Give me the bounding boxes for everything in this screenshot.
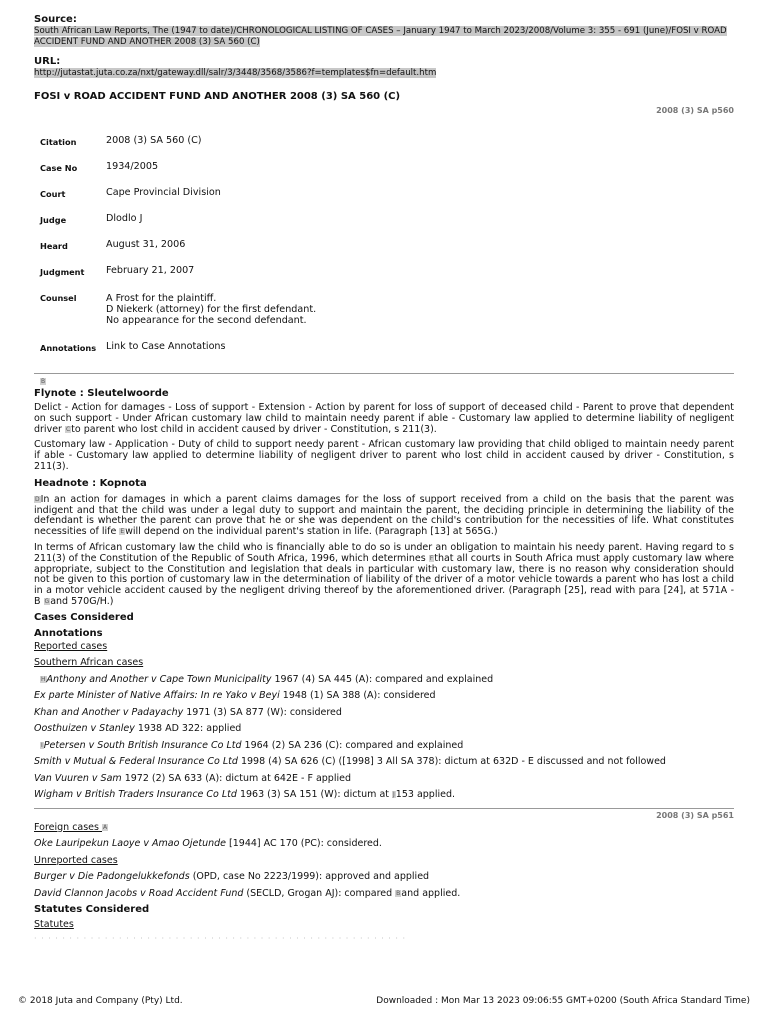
meta-value: 2008 (3) SA 560 (C) bbox=[106, 135, 202, 146]
meta-value: Cape Provincial Division bbox=[106, 187, 221, 198]
margin-marker: J bbox=[393, 791, 395, 799]
margin-marker: I bbox=[41, 741, 43, 749]
headnote-text: will depend on the individual parent's station in life. (Paragraph [13] at 565G.) bbox=[125, 526, 498, 538]
meta-key: Heard bbox=[40, 241, 68, 251]
headnote-paragraph-1 bbox=[34, 495, 734, 538]
case-name: Van Vuuren v Sam bbox=[34, 772, 122, 784]
divider bbox=[34, 808, 734, 809]
case-name: Anthony and Another v Cape Town Municipality bbox=[46, 673, 272, 685]
margin-marker: F bbox=[429, 554, 434, 562]
meta-value: Dlodlo J bbox=[106, 213, 143, 224]
meta-key: Judgment bbox=[40, 267, 85, 277]
page-reference: 2008 (3) SA p560 bbox=[656, 106, 734, 115]
flynote-paragraph-1 bbox=[34, 403, 734, 435]
meta-key: Counsel bbox=[40, 293, 77, 303]
headnote-text: and 570G/H.) bbox=[50, 595, 114, 607]
headnote-text: that all courts in South Africa must apply customary law where appropriate, subject to the Constitution and legislation that deals in particular with customary law, there is no reason why consideration should not be given to this portion of customary law in the determination of liability of the driver of a motor vehicle towards a parent who has lost a child in a motor vehicle accident caused by the negligent driving thereof by the aforementioned driver. (Paragraph [25], read with para [24], at 571A - B bbox=[34, 552, 734, 607]
margin-marker-row bbox=[40, 376, 734, 388]
divider bbox=[34, 373, 734, 374]
case-citation: 1964 (2) SA 236 (C): compared and explained bbox=[241, 739, 464, 751]
meta-key: Citation bbox=[40, 137, 77, 147]
meta-row-case-no bbox=[34, 159, 734, 185]
case-name: Khan and Another v Padayachy bbox=[34, 706, 184, 718]
meta-row-citation bbox=[34, 133, 734, 159]
flynote-paragraph-2: Customary law - Application - Duty of child to support needy parent - African customary law providing that child obliged to maintain needy parent if able - Customary law applied to determine liability of negligent driver to parent who lost child in accident caused by driver - Constitution, s 211(3). bbox=[34, 439, 734, 472]
meta-row-counsel bbox=[34, 289, 734, 339]
case-name: Smith v Mutual & Federal Insurance Co Ltd bbox=[34, 756, 238, 768]
annotations-heading: Annotations bbox=[34, 627, 103, 639]
cases-considered-heading: Cases Considered bbox=[34, 611, 134, 623]
case-entry bbox=[34, 705, 734, 722]
case-entry bbox=[34, 886, 734, 903]
case-citation: and applied. bbox=[401, 887, 461, 899]
case-entry bbox=[34, 787, 734, 804]
case-name: David Clannon Jacobs v Road Accident Fund bbox=[34, 887, 244, 899]
case-entry bbox=[34, 721, 734, 738]
margin-marker: B bbox=[41, 378, 46, 385]
statutes-considered-heading: Statutes Considered bbox=[34, 904, 150, 916]
case-citation: 153 applied. bbox=[395, 789, 456, 801]
southern-african-cases-label: Southern African cases bbox=[34, 657, 144, 669]
case-citation: 1967 (4) SA 445 (A): compared and explained bbox=[271, 673, 494, 685]
download-timestamp: Downloaded : Mon Mar 13 2023 09:06:55 GMT+0200 (South Africa Standard Time) bbox=[376, 996, 750, 1006]
document-title: FOSI v ROAD ACCIDENT FUND AND ANOTHER 2008 (3) SA 560 (C) bbox=[34, 91, 401, 102]
case-entry bbox=[34, 754, 734, 771]
reported-cases-label: Reported cases bbox=[34, 640, 108, 652]
margin-marker: G bbox=[44, 597, 50, 605]
meta-key: Court bbox=[40, 189, 66, 199]
meta-key: Case No bbox=[40, 163, 78, 173]
meta-key: Annotations bbox=[40, 343, 97, 353]
meta-row-heard bbox=[34, 237, 734, 263]
case-citation: 1972 (2) SA 633 (A): dictum at 642E - F applied bbox=[121, 772, 351, 784]
meta-value: August 31, 2006 bbox=[106, 239, 186, 250]
meta-key: Judge bbox=[40, 215, 67, 225]
counsel-line: A Frost for the plaintiff. bbox=[106, 293, 217, 304]
case-metadata-table bbox=[34, 133, 734, 369]
margin-marker: D bbox=[35, 495, 40, 503]
headnote-heading: Headnote : Kopnota bbox=[34, 477, 147, 489]
foreign-cases-label: Foreign cases bbox=[34, 821, 99, 833]
headnote-paragraph-2 bbox=[34, 543, 734, 608]
url-label: URL: bbox=[34, 56, 61, 67]
meta-row-judgment bbox=[34, 263, 734, 289]
annotations-link[interactable]: Link to Case Annotations bbox=[106, 341, 226, 352]
margin-marker: B bbox=[396, 889, 401, 897]
case-citation: 1938 AD 322: applied bbox=[134, 723, 242, 735]
meta-row-judge bbox=[34, 211, 734, 237]
cut-off-text-line: · · · · · · · · · · · · · · · · · · · · · · · · · · · · · · · · · · · · · · · · · · · · · · · · · · · · · bbox=[34, 933, 407, 943]
unreported-cases-label: Unreported cases bbox=[34, 854, 118, 866]
case-citation: 1998 (4) SA 626 (C) ([1998] 3 All SA 378): dictum at 632D - E discussed and not followed bbox=[237, 756, 666, 768]
url-link[interactable]: http://jutastat.juta.co.za/nxt/gateway.dll/salr/3/3448/3568/3586?f=templates$fn=default.htm bbox=[34, 68, 437, 78]
source-label: Source: bbox=[34, 14, 77, 25]
document-page bbox=[34, 14, 734, 943]
case-citation: 1963 (3) SA 151 (W): dictum at bbox=[236, 789, 393, 801]
case-entry bbox=[34, 836, 734, 853]
case-citation: 1948 (1) SA 388 (A): considered bbox=[279, 690, 436, 702]
flynote-heading: Flynote : Sleutelwoorde bbox=[34, 388, 169, 399]
margin-marker: A bbox=[103, 823, 108, 831]
case-entry bbox=[34, 688, 734, 705]
case-entry bbox=[34, 771, 734, 788]
counsel-line: No appearance for the second defendant. bbox=[106, 315, 307, 326]
case-citation: (OPD, case No 2223/1999): approved and applied bbox=[189, 871, 430, 883]
source-path[interactable]: South African Law Reports, The (1947 to date)/CHRONOLOGICAL LISTING OF CASES – January 1947 to March 2023/2008/Volume 3: 355 - 691 (June)/FOSI v ROAD ACCIDENT FUND AND ANOTHER 2008 (3) SA 560 (C) bbox=[34, 26, 727, 47]
case-name: Oosthuizen v Stanley bbox=[34, 723, 135, 735]
case-name: Burger v Die Padongelukkefonds bbox=[34, 871, 190, 883]
source-text bbox=[34, 26, 734, 48]
margin-marker: H bbox=[41, 675, 46, 683]
case-entry bbox=[34, 672, 734, 689]
page-reference: 2008 (3) SA p561 bbox=[656, 810, 734, 820]
meta-value: February 21, 2007 bbox=[106, 265, 195, 276]
case-entry bbox=[34, 738, 734, 755]
foreign-cases-label-row bbox=[34, 820, 734, 837]
meta-value: 1934/2005 bbox=[106, 161, 159, 172]
case-name: Petersen v South British Insurance Co Ltd bbox=[43, 739, 242, 751]
flynote-text: to parent who lost child in accident caused by driver - Constitution, s 211(3). bbox=[71, 423, 437, 435]
case-name: Ex parte Minister of Native Affairs: In re Yako v Beyi bbox=[34, 690, 280, 702]
copyright-text: © 2018 Juta and Company (Pty) Ltd. bbox=[18, 996, 183, 1006]
headnote-text: In terms of African customary law the child who is financially able to do so is under an obligation to maintain his needy parent. Having regard to s 211(3) of the Constitution of the Republic of South Africa, 1996, which determines bbox=[34, 541, 734, 564]
url-text bbox=[34, 68, 734, 79]
headnote-text: In an action for damages in which a parent claims damages for the loss of support received from a child on the basis that the parent was indigent and that the child was under a legal duty to support and maintain the parent, the deciding principle in determining the liability of the defendant is whether the parent can prove that he or she was dependent on the child's contribution for the necessities of life. What constitutes necessities of life bbox=[34, 493, 734, 538]
case-citation: (SECLD, Grogan AJ): compared bbox=[243, 887, 396, 899]
meta-row-annotations bbox=[34, 339, 734, 369]
margin-marker: C bbox=[65, 425, 71, 433]
margin-marker: E bbox=[120, 528, 125, 536]
case-name: Wigham v British Traders Insurance Co Ltd bbox=[34, 789, 237, 801]
counsel-value bbox=[106, 289, 734, 339]
counsel-line: D Niekerk (attorney) for the first defendant. bbox=[106, 304, 317, 315]
case-citation: [1944] AC 170 (PC): considered. bbox=[226, 838, 382, 850]
case-name: Oke Lauripekun Laoye v Amao Ojetunde bbox=[34, 838, 227, 850]
meta-row-court bbox=[34, 185, 734, 211]
flynote-text: Delict - Action for damages - Loss of support - Extension - Action by parent for loss of support of deceased child - Parent to prove that dependent on such support - Under African customary law child to maintain needy parent if able - Customary law applied to determine liability of negligent driver bbox=[34, 402, 734, 435]
case-entry bbox=[34, 869, 734, 886]
case-citation: 1971 (3) SA 877 (W): considered bbox=[183, 706, 342, 718]
statutes-label: Statutes bbox=[34, 919, 74, 931]
